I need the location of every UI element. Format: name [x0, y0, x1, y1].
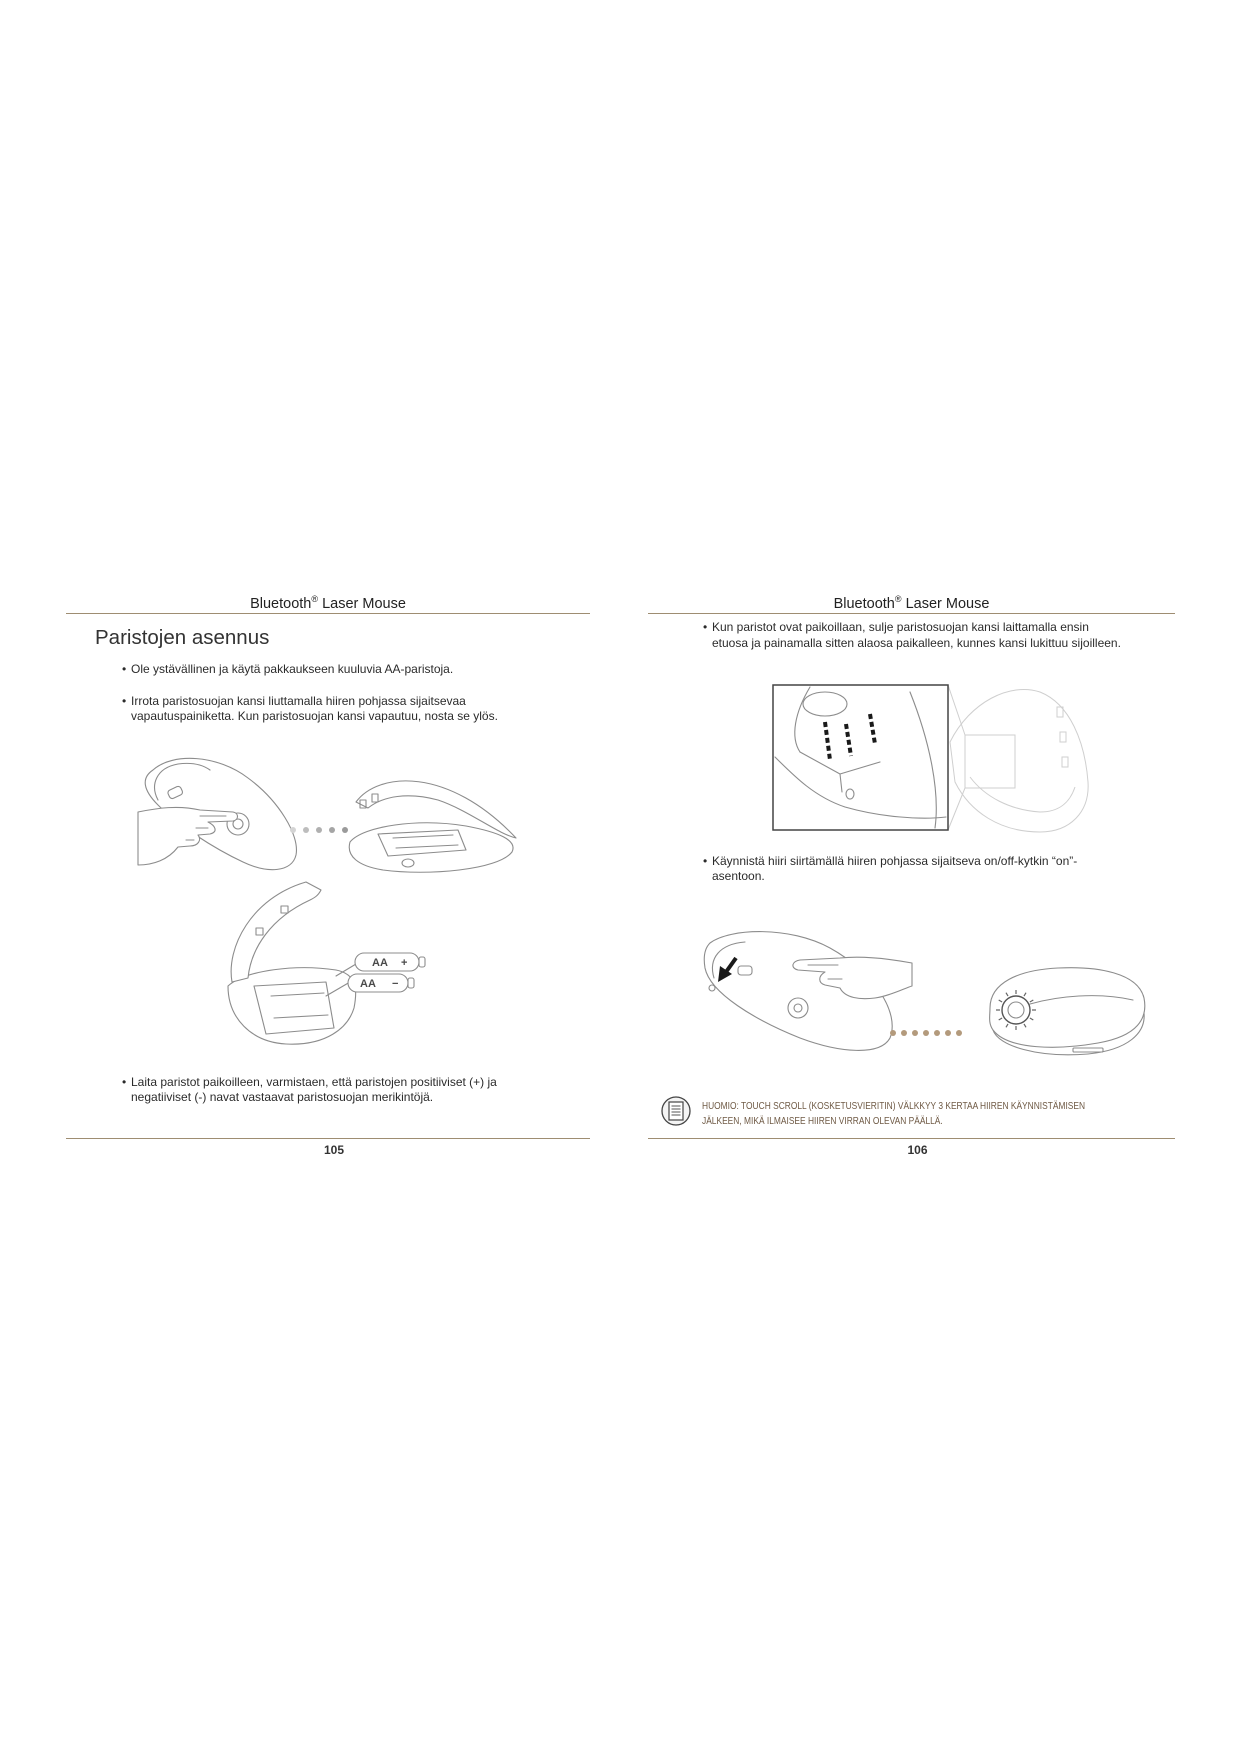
- step-text-line: Kun paristot ovat paikoillaan, sulje paristosuojan kansi laittamalla ensin: [712, 620, 1089, 634]
- instruction-step-1: [122, 662, 453, 677]
- battery-polarity-label: +: [401, 957, 408, 969]
- battery-type-label: AA: [372, 957, 388, 969]
- mouse-outline: [950, 689, 1088, 832]
- dot: [934, 1030, 940, 1036]
- base-outline: [228, 968, 356, 1044]
- instruction-step-5: [703, 854, 1077, 884]
- step-text-line: Ole ystävällinen ja käytä pakkaukseen kuuluvia AA-paristoja.: [131, 662, 454, 676]
- step-progress-dots: [888, 1028, 966, 1038]
- dot: [316, 827, 322, 833]
- bullet: •: [703, 854, 708, 868]
- mouse-lid-open-illustration: [348, 760, 520, 876]
- bullet: •: [122, 1075, 127, 1089]
- mouse-base: [228, 968, 356, 1044]
- header-product: Laser Mouse: [905, 596, 990, 612]
- dot: [890, 1030, 896, 1036]
- step-text-line: etuosa ja painamalla sitten alaosa paikalleen, kunnes kansi lukittuu sijoilleen.: [712, 636, 1121, 650]
- battery-polarity-label: −: [392, 978, 399, 990]
- bullet: •: [122, 694, 127, 708]
- page-number: 106: [907, 1143, 928, 1157]
- step-text-line: asentoon.: [712, 869, 765, 883]
- dot: [956, 1030, 962, 1036]
- dot: [901, 1030, 907, 1036]
- mouse-top-illustration: [978, 958, 1150, 1064]
- icon-page: [669, 1102, 683, 1120]
- dot: [329, 827, 335, 833]
- step-text-line: Käynnistä hiiri siirtämällä hiiren pohjassa sijaitseva on/off-kytkin “on”-: [712, 854, 1078, 868]
- step-progress-dots: [288, 824, 352, 836]
- page-number: 105: [323, 1143, 345, 1157]
- left-page-header: [66, 595, 590, 613]
- indicator-dot: [709, 985, 715, 991]
- dot: [945, 1030, 951, 1036]
- instruction-step-4: [703, 619, 1121, 651]
- step-text-line: Irrota paristosuojan kansi liuttamalla hiiren pohjassa sijaitsevaa: [131, 694, 466, 708]
- right-footer-rule: [648, 1138, 1175, 1139]
- scroll-ring: [1002, 996, 1030, 1024]
- step-text-line: vapautuspainiketta. Kun paristosuojan kansi vapautuu, nosta se ylös.: [131, 709, 498, 723]
- instruction-step-3: [122, 1075, 497, 1105]
- mouse-lid: [231, 882, 321, 982]
- note-page-icon: [660, 1095, 692, 1127]
- step-text-line: Laita paristot paikoilleen, varmistaen, että paristojen positiiviset (+) ja: [131, 1075, 497, 1089]
- battery-aa-positive: [355, 953, 425, 971]
- dot: [290, 827, 296, 833]
- clip-marker: [1060, 732, 1066, 742]
- battery-cap: [408, 978, 414, 988]
- mouse-inner-rim: [970, 777, 1075, 812]
- clip-marker: [1062, 757, 1068, 767]
- note-line: HUOMIO: TOUCH SCROLL (KOSKETUSVIERITIN) VÄLKKYY 3 KERTAA HIIREN KÄYNNISTÄMISEN: [702, 1100, 1086, 1112]
- note-text: [702, 1099, 1085, 1129]
- registered-mark: ®: [311, 594, 319, 604]
- lid-closing-illustration: [770, 682, 1100, 837]
- battery-cap: [419, 957, 425, 967]
- note-line: JÄLKEEN, MIKÄ ILMAISEE HIIREN VIRRAN OLEVAN PÄÄLLÄ.: [702, 1115, 943, 1127]
- mouse-bottom-release-illustration: [138, 750, 303, 875]
- header-brand: Bluetooth: [833, 596, 895, 612]
- bullet: •: [122, 662, 127, 676]
- registered-mark: ®: [894, 594, 902, 604]
- dot: [912, 1030, 918, 1036]
- battery-insert-illustration: [226, 878, 446, 1050]
- inset-frame: [773, 685, 948, 830]
- battery-type-label: AA: [360, 978, 376, 990]
- right-page-header: [648, 595, 1175, 613]
- header-product: Laser Mouse: [322, 596, 406, 612]
- battery-aa-negative: [348, 974, 414, 992]
- faint-mouse-side: [948, 685, 1088, 832]
- header-brand: Bluetooth: [250, 596, 312, 612]
- step-text-line: negatiiviset (-) navat vastaavat paristosuojan merikintöjä.: [131, 1090, 434, 1104]
- mouse-base: [349, 823, 513, 872]
- dot: [923, 1030, 929, 1036]
- lid-outline: [231, 882, 321, 982]
- left-header-rule: [66, 613, 590, 614]
- zoom-inset: [773, 685, 948, 830]
- battery-body: [348, 974, 408, 992]
- right-header-rule: [648, 613, 1175, 614]
- bullet: •: [703, 620, 708, 634]
- dot: [303, 827, 309, 833]
- instruction-step-2: [122, 694, 498, 724]
- page-title: Paristojen asennus: [95, 626, 270, 649]
- left-footer-rule: [66, 1138, 590, 1139]
- base-outline: [349, 823, 513, 872]
- power-switch-illustration: [700, 928, 912, 1056]
- zoom-connector-lines: [948, 685, 965, 830]
